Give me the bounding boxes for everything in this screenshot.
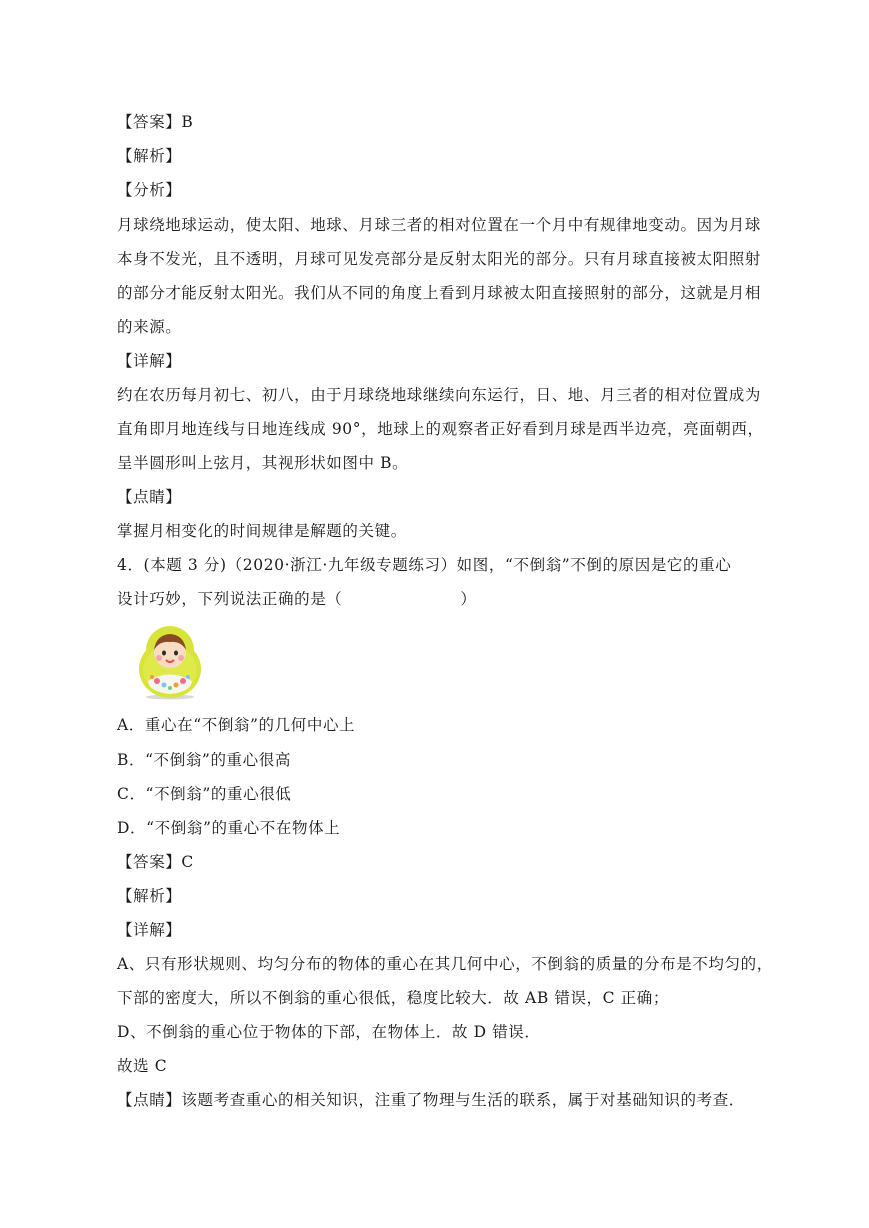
q3-dianjing-text: 掌握月相变化的时间规律是解题的关键。 xyxy=(117,522,407,540)
q4-option-d: D．“不倒翁”的重心不在物体上 xyxy=(117,819,341,837)
q4-answer: 【答案】C xyxy=(117,853,194,871)
q3-analysis-header: 【解析】 xyxy=(117,147,182,165)
tumbler-doll-icon xyxy=(135,624,205,700)
q4-xiangjie-line: 下部的密度大，所以不倒翁的重心很低，稳度比较大．故 AB 错误，C 正确； xyxy=(117,989,669,1007)
q3-fenxi-header: 【分析】 xyxy=(117,181,182,199)
q4-stem-line: 4．(本题 3 分)（2020·浙江·九年级专题练习）如图，“不倒翁”不倒的原因是它的重心 xyxy=(117,556,732,574)
q3-xiangjie-line: 呈半圆形叫上弦月，其视形状如图中 B。 xyxy=(117,454,409,472)
q4-option-a: A．重心在“不倒翁”的几何中心上 xyxy=(117,716,356,734)
q3-fenxi-line: 月球绕地球运动，使太阳、地球、月球三者的相对位置在一个月中有规律地变动。因为月球 xyxy=(117,216,762,234)
q4-xiangjie-line: A、只有形状规则、均匀分布的物体的重心在其几何中心，不倒翁的质量的分布是不均匀的， xyxy=(117,955,773,973)
q3-answer: 【答案】B xyxy=(117,113,194,131)
q4-stem-close: ） xyxy=(460,590,477,608)
q3-fenxi-line: 的来源。 xyxy=(117,318,182,336)
q4-xiangjie-header: 【详解】 xyxy=(117,921,182,939)
q4-conclusion: 故选 C xyxy=(117,1057,168,1075)
q4-option-c: C．“不倒翁”的重心很低 xyxy=(117,785,292,803)
q3-fenxi-line: 本身不发光，且不透明，月球可见发亮部分是反射太阳光的部分。只有月球直接被太阳照射 xyxy=(117,250,762,268)
q4-analysis-header: 【解析】 xyxy=(117,887,182,905)
q4-stem-text: 设计巧妙，下列说法正确的是（ xyxy=(117,590,343,608)
q3-fenxi-line: 的部分才能反射太阳光。我们从不同的角度上看到月球被太阳直接照射的部分，这就是月相 xyxy=(117,284,762,302)
q4-xiangjie-line: D、不倒翁的重心位于物体的下部，在物体上．故 D 错误． xyxy=(117,1023,541,1041)
q3-dianjing-header: 【点睛】 xyxy=(117,488,182,506)
q4-stem-line xyxy=(117,588,477,610)
q3-xiangjie-header: 【详解】 xyxy=(117,352,182,370)
q3-xiangjie-line: 直角即月地连线与日地连线成 90°，地球上的观察者正好看到月球是西半边亮，亮面朝西， xyxy=(117,420,764,438)
q3-xiangjie-line: 约在农历每月初七、初八，由于月球绕地球继续向东运行，日、地、月三者的相对位置成为 xyxy=(117,386,762,404)
q4-dianjing-text: 【点睛】该题考查重心的相关知识，注重了物理与生活的联系，属于对基础知识的考查． xyxy=(117,1091,745,1109)
q4-option-b: B．“不倒翁”的重心很高 xyxy=(117,751,291,769)
